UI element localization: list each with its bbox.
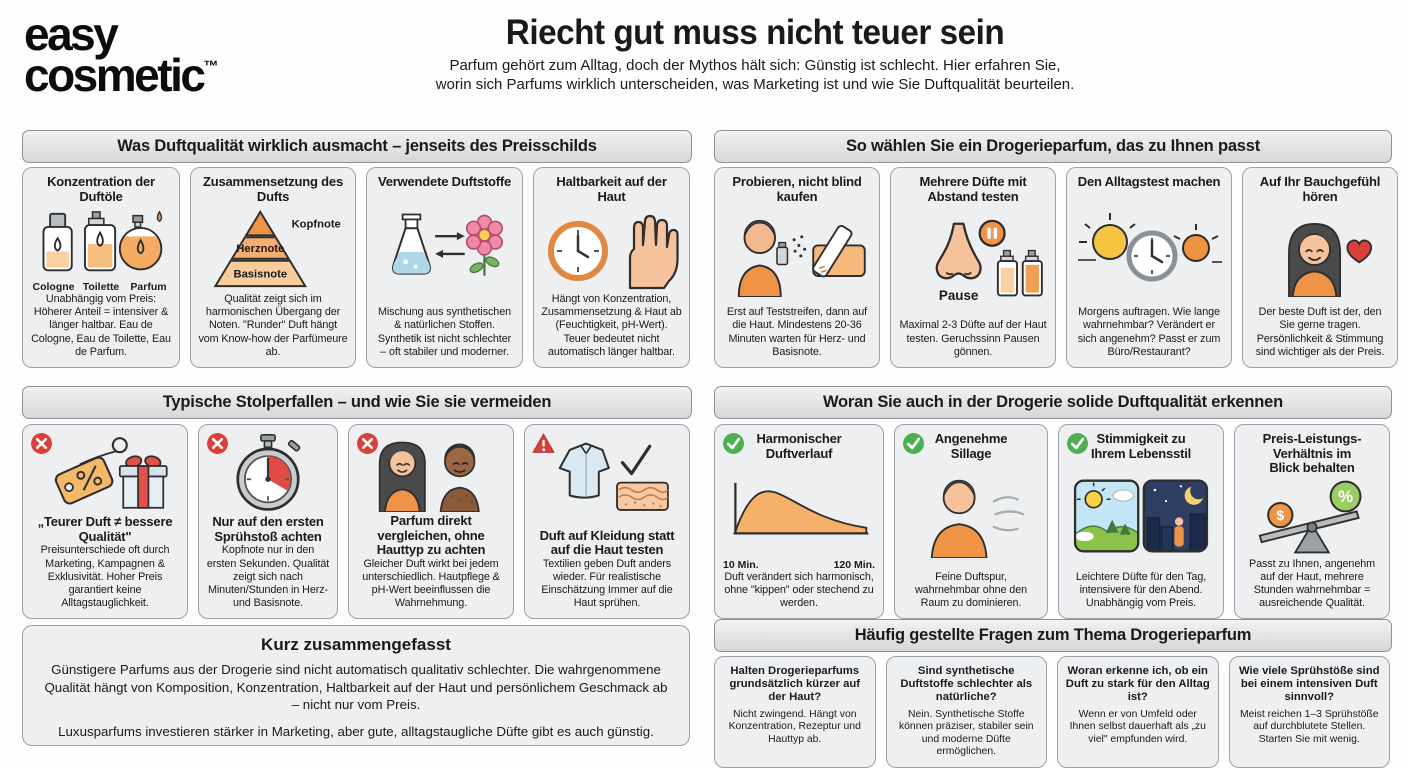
section-header-quality: Was Duftqualität wirklich ausmacht – jenseits des Preisschilds xyxy=(22,130,692,163)
faq-item-4 xyxy=(1229,656,1391,768)
page-header xyxy=(372,13,1138,94)
card-body: Kopfnote nur in den ersten Sekunden. Qualität zeigt sich nach Minuten/Stunden in Herz- und Basisnote. xyxy=(206,544,330,610)
scent-curve-chart xyxy=(723,461,875,559)
faq-answer: Wenn er von Umfeld oder Ihnen selbst dauerhaft als „zu viel" empfunden wird. xyxy=(1069,708,1206,745)
logo-line2: cosmetic™ xyxy=(24,49,219,102)
card-abstand-testen xyxy=(890,167,1056,368)
summary-paragraph-1: Günstigere Parfums aus der Drogerie sind nicht automatisch qualitativ schlechter. Die wahrgenommene Qualität hängt von Komposition, Konzentration, Haltbarkeit auf der Haut und persönlichem Geschmack ab – nicht nur vom Preis. xyxy=(44,662,668,713)
card-zusammensetzung xyxy=(190,167,356,368)
faq-item-1 xyxy=(714,656,876,768)
card-preis-leistung xyxy=(1234,424,1390,619)
section-header-recognize: Woran Sie auch in der Drogerie solide Duftqualität erkennen xyxy=(714,386,1392,419)
card-duftstoffe xyxy=(366,167,523,368)
curve-axis-labels xyxy=(722,559,876,571)
logo-line1: easy xyxy=(24,8,117,60)
brand-logo xyxy=(24,8,219,102)
x-badge-icon xyxy=(206,432,229,455)
page-subtitle: Parfum gehört zum Alltag, doch der Mythos hält sich: Günstig ist schlecht. Hier erfahren Sie, worin sich Parfums wirklich unterscheiden, was Marketing ist und wie Sie Duftqualität beurteilen. xyxy=(435,57,1075,94)
seesaw-value-icon xyxy=(1242,476,1382,558)
check-badge-icon xyxy=(1066,432,1089,455)
card-body: Preisunterschiede oft durch Marketing, Kampagnen & Exklusivität. Hoher Preis garantiert keine Alltagstauglichkeit. xyxy=(40,544,170,610)
card-title: Zusammensetzung des Dufts xyxy=(203,174,343,204)
section-header-choose: So wählen Sie ein Drogerieparfum, das zu Ihnen passt xyxy=(714,130,1392,163)
bottle-labels: Cologne Toilette Parfum xyxy=(32,281,167,294)
card-spruehstoss xyxy=(198,424,338,619)
card-body: Leichtere Düfte für den Tag, intensivere für den Abend. Unabhängig vom Preis. xyxy=(1075,570,1207,610)
card-teurer-duft xyxy=(22,424,188,619)
card-body: Der beste Duft ist der, den Sie gerne tragen. Persönlichkeit & Stimmung sind wichtiger als der Preis. xyxy=(1255,306,1385,358)
card-body: Qualität zeigt sich im harmonischen Übergang der Noten. "Runder" Duft hängt vom Know-how der Parfümeure ab. xyxy=(198,293,348,358)
faq-question: Sind synthetische Duftstoffe schlechter als natürliche? xyxy=(900,665,1033,703)
card-title: Harmonischer Duftverlauf xyxy=(756,431,842,461)
flask-flower-icon xyxy=(376,190,514,307)
card-title: Mehrere Düfte mit Abstand testen xyxy=(919,174,1027,204)
svg-text:%: % xyxy=(1338,486,1354,506)
summary-paragraph-2: Luxusparfums investieren stärker in Marketing, aber gute, alltagstaugliche Düfte gibt es auch günstig. xyxy=(58,723,654,739)
trademark-symbol: ™ xyxy=(203,58,219,76)
basisnote-label: Basisnote xyxy=(233,267,288,280)
card-bauchgefuehl xyxy=(1242,167,1398,368)
day-night-icon xyxy=(1066,461,1216,571)
x-badge-icon xyxy=(356,432,379,455)
quality-cards-row xyxy=(22,167,690,368)
card-title: Preis-Leistungs-Verhältnis im Blick behalten xyxy=(1262,431,1362,476)
stopwatch-icon xyxy=(214,432,322,513)
faq-answer: Nein. Synthetische Stoffe können präziser, stabiler sein und moderne Düfte ermöglichen. xyxy=(898,708,1034,758)
faq-question: Wie viele Sprühstöße sind bei einem intensiven Duft sinnvoll? xyxy=(1238,665,1380,703)
man-spraying-icon xyxy=(722,204,872,306)
pitfalls-cards-row xyxy=(22,424,690,610)
clock-hand-icon xyxy=(542,204,682,293)
card-title: Verwendete Duftstoffe xyxy=(377,174,512,189)
card-title: Konzentration der Duftöle xyxy=(47,174,155,204)
section-header-pitfalls: Typische Stolperfallen – und wie Sie sie vermeiden xyxy=(22,386,692,419)
card-body: Gleicher Duft wirkt bei jedem unterschiedlich. Hautpflege & pH-Wert beeinflussen die Wahrnehmung. xyxy=(362,557,500,610)
card-body: Maximal 2-3 Düfte auf der Haut testen. Geruchssinn Pausen gönnen. xyxy=(899,319,1047,358)
card-title: Stimmigkeit zu Ihrem Lebensstil xyxy=(1090,431,1192,461)
card-konzentration-duftoele xyxy=(22,167,180,368)
sillage-person-icon xyxy=(906,461,1036,571)
card-alltagstest xyxy=(1066,167,1232,368)
card-lebensstil xyxy=(1058,424,1224,619)
herznote-label: Herznote xyxy=(236,242,285,255)
card-sillage xyxy=(894,424,1048,619)
faq-question: Woran erkenne ich, ob ein Duft zu stark für den Alltag ist? xyxy=(1065,665,1210,703)
card-body: Feine Duftspur, wahrnehmbar ohne den Raum zu dominieren. xyxy=(914,570,1028,610)
check-badge-icon xyxy=(902,432,925,455)
svg-text:$: $ xyxy=(1276,506,1285,523)
suns-clock-icon xyxy=(1074,190,1224,307)
nose-pause-icon xyxy=(898,204,1048,319)
curve-label-right: 120 Min. xyxy=(833,558,875,571)
card-title: Den Alltagstest machen xyxy=(1077,174,1221,189)
card-hauttyp xyxy=(348,424,514,619)
card-title: Nur auf den ersten Sprühstoß achten xyxy=(212,514,324,544)
x-badge-icon xyxy=(30,432,53,455)
card-body: Erst auf Teststreifen, dann auf die Haut. Mindestens 20-36 Minuten warten für Herz- und Basisnote. xyxy=(726,306,868,358)
check-badge-icon xyxy=(722,432,745,455)
card-title: Duft auf Kleidung statt auf die Haut testen xyxy=(539,527,675,558)
summary-box xyxy=(22,625,690,746)
card-title: Auf Ihr Bauchgefühl hören xyxy=(1259,174,1381,204)
faq-item-2 xyxy=(886,656,1048,768)
section-header-faq: Häufig gestellte Fragen zum Thema Drogerieparfum xyxy=(714,619,1392,652)
card-probieren xyxy=(714,167,880,368)
curve-label-left: 10 Min. xyxy=(723,558,759,571)
card-title: Probieren, nicht blind kaufen xyxy=(732,174,862,204)
faq-item-3 xyxy=(1057,656,1219,768)
card-kleidung xyxy=(524,424,690,619)
woman-heart-icon xyxy=(1250,204,1390,306)
card-title: „Teurer Duft ≠ bessere Qualität" xyxy=(37,514,173,544)
card-title: Haltbarkeit auf der Haut xyxy=(556,174,667,204)
card-body: Mischung aus synthetischen & natürlichen Stoffen. Synthetik ist nicht schlechter – oft stabiler und moderner. xyxy=(377,306,512,358)
card-duftverlauf xyxy=(714,424,884,619)
summary-title: Kurz zusammengefasst xyxy=(261,635,451,654)
warning-badge-icon xyxy=(532,432,555,455)
card-title: Angenehme Sillage xyxy=(934,431,1008,461)
kopfnote-label: Kopfnote xyxy=(291,218,341,231)
card-body: Duft verändert sich harmonisch, ohne "kippen" oder stechend zu werden. xyxy=(724,570,874,610)
fragrance-pyramid-icon xyxy=(198,204,348,293)
faq-answer: Nicht zwingend. Hängt von Konzentration, Rezeptur und Hauttyp ab. xyxy=(728,708,861,745)
pause-label: Pause xyxy=(938,288,979,304)
card-body: Morgens auftragen. Wie lange wahrnehmbar? Verändert er sich angenehm? Passt er zum Büro/Restaurant? xyxy=(1077,306,1221,358)
card-body: Unabhängig vom Preis: Höherer Anteil = intensiver & länger haltbar. Eau de Cologne, Eau de Toilette, Eau de Parfum. xyxy=(31,293,171,358)
card-body: Textilien geben Duft anders wieder. Für realistische Einschätzung Immer auf die Haut sprühen. xyxy=(541,557,673,610)
faq-answer: Meist reichen 1–3 Sprühstöße auf durchblutete Stellen. Starten Sie mit wenig. xyxy=(1239,708,1379,745)
card-title: Parfum direkt vergleichen, ohne Hauttyp zu achten xyxy=(376,513,486,558)
card-body: Passt zu Ihnen, angenehm auf der Haut, mehrere Stunden wahrnehmbar = ausreichende Qualität. xyxy=(1248,557,1376,610)
perfume-bottles-icon xyxy=(31,204,171,281)
choose-cards-row xyxy=(714,167,1390,368)
recognize-cards-row xyxy=(714,424,1390,610)
card-body: Hängt von Konzentration, Zusammensetzung & Haut ab (Feuchtigkeit, pH-Wert). Teuer bedeutet nicht automatisch länger haltbar. xyxy=(541,293,682,358)
page-title: Riecht gut muss nicht teuer sein xyxy=(505,13,1005,52)
faq-cards-row xyxy=(714,656,1390,758)
faq-question: Halten Drogerieparfums grundsätzlich kürzer auf der Haut? xyxy=(729,665,861,703)
card-haltbarkeit xyxy=(533,167,690,368)
